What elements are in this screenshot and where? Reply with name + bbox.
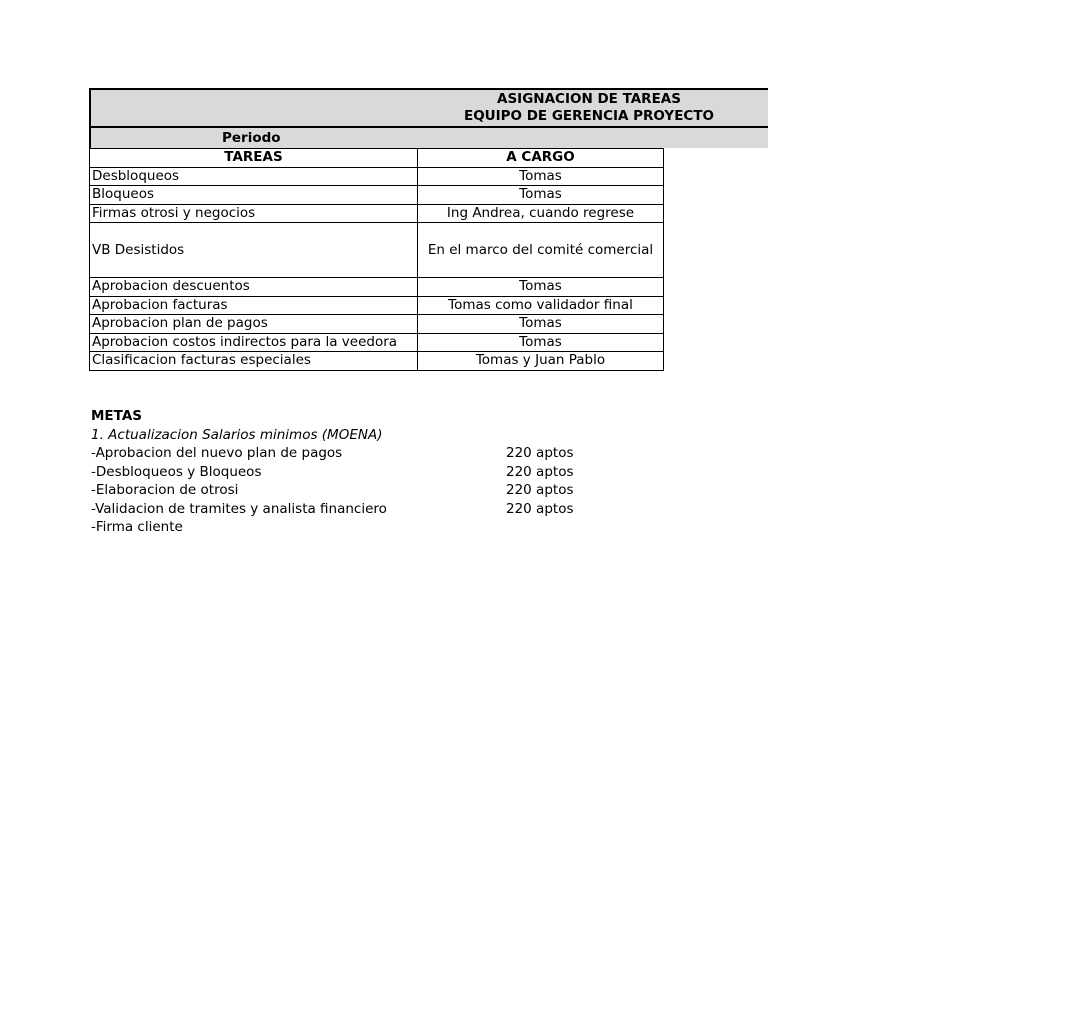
owner-cell: Ing Andrea, cuando regrese	[418, 204, 664, 223]
owner-cell: Tomas	[418, 278, 664, 297]
meta-item-qty: 220 aptos	[506, 482, 574, 498]
task-cell: Desbloqueos	[90, 167, 418, 186]
document-subtitle: EQUIPO DE GERENCIA PROYECTO	[463, 108, 715, 124]
table-row	[90, 296, 664, 315]
task-cell: Clasificacion facturas especiales	[90, 352, 418, 371]
task-cell: VB Desistidos	[90, 223, 418, 278]
meta-item-qty: 220 aptos	[506, 463, 574, 480]
task-cell: Firmas otrosi y negocios	[90, 204, 418, 223]
table-row	[90, 223, 664, 278]
owner-cell: En el marco del comité comercial	[418, 223, 664, 278]
table-row	[90, 204, 664, 223]
meta-item	[91, 518, 387, 537]
meta-item-qty: 220 aptos	[506, 500, 574, 517]
column-header-a-cargo: A CARGO	[418, 149, 664, 168]
owner-cell: Tomas y Juan Pablo	[418, 352, 664, 371]
metas-heading: METAS	[91, 408, 142, 424]
column-header-tareas: TAREAS	[90, 149, 418, 168]
header-clip	[89, 88, 715, 126]
table-row	[90, 315, 664, 334]
meta-item-label: -Firma cliente	[91, 519, 183, 535]
document-title: ASIGNACION DE TAREAS	[497, 91, 681, 107]
table-row	[90, 186, 664, 205]
period-label: Periodo	[222, 130, 281, 146]
table-row	[90, 167, 664, 186]
meta-item-label: -Validacion de tramites y analista financiero	[91, 500, 387, 517]
task-cell: Aprobacion costos indirectos para la veedora	[90, 333, 418, 352]
owner-cell: Tomas	[418, 186, 664, 205]
owner-cell: Tomas	[418, 315, 664, 334]
meta-item	[91, 463, 574, 482]
task-cell: Bloqueos	[90, 186, 418, 205]
meta-item	[91, 500, 574, 519]
table-row	[90, 278, 664, 297]
table-row	[90, 352, 664, 371]
task-cell: Aprobacion descuentos	[90, 278, 418, 297]
meta-item-label: -Aprobacion del nuevo plan de pagos	[91, 445, 343, 461]
meta-item	[91, 444, 574, 463]
tasks-table	[89, 148, 664, 371]
meta-item-qty: 220 aptos	[506, 445, 574, 461]
meta-item	[91, 481, 574, 500]
metas-section	[91, 407, 574, 537]
meta-item-label: -Elaboracion de otrosi	[91, 482, 239, 498]
owner-cell: Tomas	[418, 167, 664, 186]
table-row	[90, 333, 664, 352]
metas-subheading: 1. Actualizacion Salarios minimos (MOENA)	[91, 426, 383, 443]
owner-cell: Tomas	[418, 333, 664, 352]
period-band	[89, 126, 768, 148]
table-header-row	[90, 149, 664, 168]
task-cell: Aprobacion facturas	[90, 296, 418, 315]
owner-cell: Tomas como validador final	[418, 296, 664, 315]
task-cell: Aprobacion plan de pagos	[90, 315, 418, 334]
meta-item-label: -Desbloqueos y Bloqueos	[91, 463, 262, 480]
